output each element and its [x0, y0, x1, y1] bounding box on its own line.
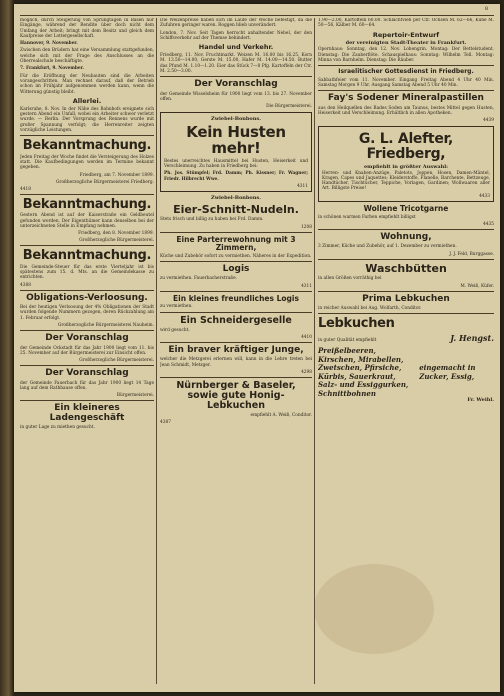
ad-text: Herren- und Knaben-Anzüge, Paletots, Joppen, Hosen, Damen-Mäntel, Kragen, Capes und Jaquettes; Kleiderstoffe, Flanelle, Barchente, Bettzeuge, Handtücher, Tischtücher, Teppiche, Vorlagen, Gardinen; Wollwaaren aller Art. Billigste Preise! [322, 170, 490, 192]
ad-text: Bestes unerreichtes Hausmittel bei Husten, Heiserkeit und Verschleimung. Zu haben in Friedberg bei: [164, 158, 308, 170]
ad-subheading: Zwiebel-Bonbons. [211, 116, 261, 123]
ad-heading: Kein Husten mehr! [186, 123, 286, 157]
notice-signature: Großherzogliche Bürgermeisterei. [79, 358, 154, 364]
column-2 [160, 18, 312, 684]
ad-number: 4435 [483, 221, 494, 227]
divider [20, 290, 154, 291]
notice-signature: Großherzogliche Bürgermeisterei Friedberg. [55, 179, 154, 185]
section-heading-gottesdienst: Israelitischer Gottesdienst in Friedberg. [338, 68, 474, 76]
dateline: Hannover, 9. November. [20, 41, 78, 47]
ad-heading: Prima Lebkuchen [362, 293, 450, 304]
divider [318, 259, 494, 260]
notice-text: Jeden Freitag der Woche findet die Versteigerung des Holzes statt. Die Kaufbedingungen werden im Termine bekannt gegeben. [20, 154, 154, 171]
ad-text: 3 Zimmer, Küche und Zubehör, auf 1. Dezember zu vermiethen. [318, 244, 457, 250]
ad-number: 4439 [483, 118, 494, 124]
ad-heading: Wollene Tricotgarne [363, 203, 449, 213]
divider [160, 291, 312, 292]
ad-items [318, 347, 494, 398]
ad-number: 1208 [301, 224, 312, 230]
divider [20, 400, 154, 401]
ad-heading: Logis [222, 263, 250, 274]
notice-text: der Gemeinde Ockstadt für das Jahr 1900 liegt vom 11. bis 25. November auf der Bürgermeisterei zur Einsicht offen. [20, 345, 154, 356]
header-rule [20, 15, 494, 16]
ad-heading: Eier-Schnitt-Nudeln. [173, 202, 299, 216]
ad-text: in allen Größen vorräthig bei [318, 276, 382, 282]
ad-number: 4410 [301, 334, 312, 340]
intro-text: möglich, durch Steigerung von Sprungtagen in Basen nur Eingänge, während der Rendite über doch nicht dem Umfang der Arbeit; bringt mit dem Besitz und gleich dem Kaufpreise der Lottergesellschaft. [20, 18, 154, 39]
ad-row [318, 333, 494, 345]
notice-heading: Der Voranschlag [45, 368, 129, 379]
divider [160, 76, 312, 77]
ad-alefter [318, 126, 494, 202]
notice-signature: Großherzogliche Bürgermeisterei Nauheim. [57, 323, 154, 329]
ad-text: Küche und Zubehör sofort zu vermiethen. Näheres in der Expedition. [160, 253, 312, 259]
ad-number: 4433 [479, 193, 490, 199]
ad-text: in reicher Auswahl bei Aug. Wolfarth, Conditor. [318, 305, 422, 311]
notice-text: Die Gemeinde-Steuer für das erste Vierteljahr ist bis spätestens zum 15. d. Mts. an die Gemeindekasse zu entrichten. [20, 264, 154, 281]
divider [20, 365, 154, 366]
ad-text: zu vermiethen. Fauerbacherstraße. [160, 276, 237, 282]
divider [318, 291, 494, 292]
notice-text: Gestern Abend ist auf der Kaiserstraße ein Geldbeutel gefunden worden. Der Eigenthümer kann denselben bei der unterzeichneten Stelle in Empfang nehmen. [20, 213, 154, 229]
service-times: Sabbathfeier vom 11. November. Eingang Freitag Abend 4 Uhr 40 Min. Samstag Morgen 9 Uhr. Ausgang Samstag Abend 5 Uhr 40 Min. [318, 77, 494, 88]
ad-items-list: Preißelbeeren, Kirschen, Mirabellen, Zwetschen, Pfirsiche, Kürbis, Sauerkraut, Salz- und Essiggurken, Schnittbohnen [318, 346, 409, 398]
ad-text: Stets frisch und billig zu haben bei Frd. Damm. [160, 217, 264, 223]
ad-heading: Nürnberger & Baseler, sowie gute Honig-Lebkuchen [176, 380, 296, 411]
market-report: Friedberg, 11. Nov. Fruchtmarkt. Weizen M. 16.00 bis 16.25, Korn M. 13.50—14.00, Gerste M. 15.00, Hafer M. 14.00—14.50. Butter das Pfund M. 1.10—1.20. Eier das Stück 7—8 Pfg. Kartoffeln der Ctr. M. 2.50—3.00. [160, 53, 312, 74]
ad-heading: Ein kleines freundliches Logis [173, 293, 299, 303]
ad-dealers: Ph. Jos. Stümpfel; Frd. Damm; Ph. Kissner; Fr. Wagner; Friedr. Hilbrecht Wwe. [164, 171, 308, 182]
newspaper-page [14, 4, 500, 692]
column-1 [20, 18, 154, 684]
ad-heading: Ein braver kräftiger Junge, [168, 344, 304, 355]
notice-heading: Obligations-Verloosung. [26, 292, 148, 303]
ad-number: 4387 [160, 420, 171, 426]
ad-text: wird gesucht. [160, 327, 190, 333]
ad-text: in guter Lage zu miethen gesucht. [20, 425, 95, 431]
book-binding [0, 0, 14, 696]
ad-heading: Fay's Sodener Mineralpastillen [328, 93, 484, 104]
divider [20, 245, 154, 246]
ad-signature: J. Hengst. [450, 332, 494, 343]
column-rule-2 [314, 18, 315, 684]
divider [20, 135, 154, 136]
notice-heading: Bekanntmachung. [22, 138, 152, 154]
notice-text: Bei der heutigen Verloosung der 4% Obligationen der Stadt wurden folgende Nummern gezogen, deren Rückzahlung am 1. Februar erfolgt. [20, 305, 154, 321]
ad-items-note: eingemacht in Zucker, Essig, [419, 363, 476, 381]
divider [318, 90, 494, 91]
article-text: Karlsruhe, 8. Nov. In der Nähe des Bahnhofs ereignete sich gestern Abend ein Unfall, wobei ein Arbeiter schwer verletzt wurde. — Berlin. Der Vorsprung des Rennens wurde mit großer Spannung verfolgt; die Herrenreiter zeigten vorzügliche Leistungen. [20, 106, 154, 133]
column-3 [318, 18, 494, 684]
ad-number: 4388 [20, 282, 31, 288]
ad-number: 4311 [297, 183, 308, 189]
ad-heading: Wohnung, [380, 231, 432, 242]
ad-number: 4298 [301, 370, 312, 375]
ad-subheading: empfiehlt in größter Auswahl: [363, 163, 449, 170]
ad-signature: M. Weiß, Küfer. [460, 283, 494, 289]
ad-heading: Waschbütten [365, 261, 447, 275]
notice-signature: Die Bürgermeisterei. [266, 104, 312, 110]
article-text: Zwischen den Brüdern hat eine Versammlung stattgefunden, welche sich mit der Frage des Anschlusses an die Oberrealschule beschäftigte. [20, 48, 154, 65]
ad-text: welcher die Metzgerei erlernen will, kann in die Lehre treten bei Jean Schmidt, Metzger. [160, 357, 312, 368]
ad-number: 4311 [301, 283, 312, 289]
notice-signature: Großherzogliche Bürgermeisterei. [79, 238, 154, 244]
section-heading-allerlei: Allerlei. [72, 96, 102, 105]
notice-signature: Bürgermeisterei. [116, 393, 154, 399]
ad-heading: Ein kleineres Ladengeschäft [49, 403, 125, 423]
section-heading-repertoir: Repertoir-Entwurf [372, 30, 440, 39]
dateline: 7. Frankfurt, 9. November. [20, 66, 84, 72]
divider [160, 232, 312, 233]
ad-heading: Ein Schneidergeselle [180, 314, 292, 326]
notice-text: der Gemeinde Fauerbach für das Jahr 1900 liegt 14 Tage lang auf dem Rathhause offen. [20, 380, 154, 391]
article-text: London, 7. Nov. Seit Tagen herrscht anhaltender Nebel, der den Schiffsverkehr auf der Themse behindert. [160, 30, 312, 41]
divider [20, 194, 154, 195]
notice-heading: Der Voranschlag [45, 333, 129, 344]
notice-heading: Bekanntmachung. [22, 248, 152, 264]
ad-subheading: Zwiebel-Bonbons. [211, 194, 261, 201]
column-rule-1 [156, 18, 157, 684]
section-subheading: der vereinigten Stadt-Theater in Frankfurt. [345, 40, 467, 47]
divider [160, 312, 312, 313]
ad-heading: G. L. Alefter, Friedberg, [358, 131, 454, 162]
section-heading-handel: Handel und Verkehr. [198, 43, 274, 52]
intro-text: 1.90—2.00, Kartoffeln 60.00. Schlachtvieh per Ctr. Ochsen M. 62—66, Kühe M. 50—56, Kälber M. 60—64. [318, 18, 494, 29]
notice-heading: Bekanntmachung. [22, 196, 152, 212]
ad-text: empfiehlt A. Weiß, Conditor. [250, 412, 312, 418]
notice-date: Friedberg, am 7. November 1899. [79, 172, 154, 178]
divider [160, 377, 312, 378]
ad-number: 4418 [20, 186, 31, 192]
article-text: Für die Eröffnung der Neubauten sind die Arbeiten vorangeschritten. Man rechnet darauf, daß der Betrieb schon im Frühjahr aufgenommen werden kann, wenn die Witterung günstig bleibt. [20, 73, 154, 95]
page-number: 8 [484, 6, 488, 12]
divider [20, 330, 154, 331]
divider [318, 229, 494, 230]
ad-signature: J. J. Feld, Burggasse. [449, 251, 494, 257]
divider [160, 261, 312, 262]
notice-text: der Gemeinde Wisselsheim für 1900 liegt vom 13. bis 27. November offen. [160, 91, 312, 102]
divider [318, 65, 494, 66]
ad-subheading: in guter Qualität empfiehlt [318, 337, 377, 343]
theatre-schedule: Opernhaus: Sonntag, den 12. Nov. Lohengrin. Montag: Der Bettelstudent. Dienstag: Die Zauberflöte. Schauspielhaus: Sonntag: Wilhelm Tell. Montag: Minna von Barnhelm. Dienstag: Die Räuber. [318, 47, 494, 63]
ad-text: aus den Heilquellen des Bades Soden am Taunus, bestes Mittel gegen Husten, Heiserkeit und Verschleimung. Erhältlich in allen Apotheken. [318, 105, 494, 116]
notice-heading: Der Voranschlag [194, 79, 278, 90]
ad-kein-husten [160, 112, 312, 192]
ad-heading: Eine Parterrewohnung mit 3 Zimmern, [176, 234, 296, 252]
ad-text: in schönen warmen Farben empfiehlt billigst [318, 214, 416, 220]
ad-signature: Fr. Weihl. [467, 397, 494, 404]
intro-text: Die Weizenpreise haben sich im Laufe der Woche befestigt, da die Zufuhren geringer waren. Roggen blieb unverändert. [160, 18, 312, 29]
notice-date: Friedberg, den 8. November 1899. [78, 231, 154, 237]
divider [318, 313, 494, 314]
ad-heading: Lebkuchen [318, 316, 395, 332]
divider [160, 342, 312, 343]
ad-text: zu vermiethen. [160, 304, 193, 310]
